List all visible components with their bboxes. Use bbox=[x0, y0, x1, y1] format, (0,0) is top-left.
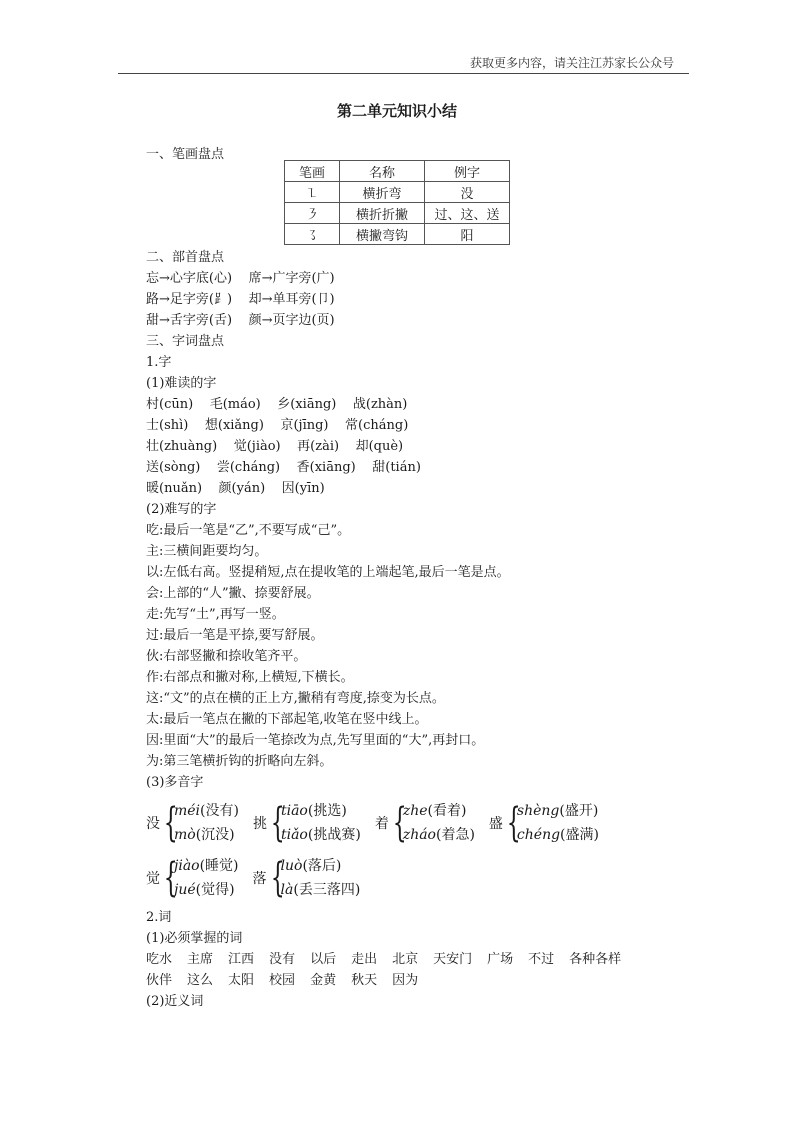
radical-text: 路→足字旁(⻊) 却→单耳旁(卩) bbox=[146, 292, 335, 307]
reading bbox=[174, 878, 239, 902]
stroke-name: 横折折撇 bbox=[340, 203, 425, 224]
word: 广场 bbox=[487, 952, 514, 967]
stroke-glyph: ㇋ bbox=[285, 203, 340, 224]
reading bbox=[403, 823, 475, 847]
hard-read-line bbox=[146, 394, 666, 415]
pinyin: jué bbox=[174, 882, 196, 898]
polyphone-readings bbox=[281, 854, 361, 902]
stroke-glyph: ㇅ bbox=[285, 182, 340, 203]
must-words-heading: (1)必须掌握的词 bbox=[146, 931, 243, 946]
reading-word: (觉得) bbox=[195, 882, 235, 898]
reading bbox=[174, 799, 239, 823]
word: 不过 bbox=[528, 952, 555, 967]
hard-read-line bbox=[146, 478, 666, 499]
reading bbox=[281, 854, 361, 878]
reading-word: (挑选) bbox=[307, 803, 347, 819]
reading-word: (没有) bbox=[200, 803, 239, 819]
polyphone-char: 着 bbox=[374, 816, 389, 832]
hard-write-line: 太:最后一笔点在撇的下部起笔,收笔在竖中线上。 bbox=[146, 712, 428, 727]
words-subheading: 2.词 bbox=[146, 910, 172, 925]
polyphone-char: 盛 bbox=[488, 816, 503, 832]
word: 各种各样 bbox=[569, 952, 622, 967]
header-cell: 笔画 bbox=[285, 161, 340, 182]
pinyin: luò bbox=[280, 858, 303, 874]
header-cell: 名称 bbox=[340, 161, 425, 182]
hard-write-line: 伙:右部竖撇和捺收笔齐平。 bbox=[146, 649, 307, 664]
polyphone-char: 没 bbox=[146, 816, 160, 832]
reading bbox=[517, 799, 599, 823]
polyphone-char: 觉 bbox=[146, 871, 160, 887]
table-row bbox=[285, 182, 510, 203]
reading-word: (沉没) bbox=[195, 827, 235, 843]
polyphone-heading: (3)多音字 bbox=[146, 775, 204, 790]
reading-word: (丢三落四) bbox=[293, 882, 361, 898]
hard-read-line bbox=[146, 436, 666, 457]
hard-read-text: 士(shì) 想(xiǎng) 京(jīng) 常(cháng) bbox=[146, 418, 409, 433]
pinyin: tiāo bbox=[280, 803, 308, 819]
header-divider bbox=[118, 73, 689, 74]
polyphone-char: 落 bbox=[252, 871, 267, 887]
brace-icon: { bbox=[506, 800, 521, 846]
polyphone-readings bbox=[281, 799, 361, 847]
word: 吃水 bbox=[146, 952, 173, 967]
hard-write-line: 因:里面“大”的最后一笔捺改为点,先写里面的“大”,再封口。 bbox=[146, 733, 485, 748]
pinyin: méi bbox=[174, 803, 201, 819]
reading bbox=[174, 854, 239, 878]
reading bbox=[281, 799, 361, 823]
word: 北京 bbox=[392, 952, 419, 967]
word: 走出 bbox=[351, 952, 378, 967]
pinyin: tiǎo bbox=[280, 827, 308, 843]
radical-line bbox=[146, 289, 666, 310]
synonyms-heading: (2)近义词 bbox=[146, 994, 204, 1009]
reading-word: (挑战赛) bbox=[307, 827, 361, 843]
word: 没有 bbox=[269, 952, 296, 967]
polyphone-char: 挑 bbox=[252, 816, 267, 832]
polyphone-row bbox=[146, 798, 666, 848]
stroke-example: 没 bbox=[425, 182, 510, 203]
polyphone-group bbox=[146, 799, 239, 847]
hard-write-line: 为:第三笔横折钩的折略向左斜。 bbox=[146, 754, 333, 769]
word: 这么 bbox=[187, 973, 214, 988]
hard-read-text: 暖(nuǎn) 颜(yán) 因(yīn) bbox=[146, 481, 325, 496]
reading-word: (着急) bbox=[435, 827, 475, 843]
must-words-line-2 bbox=[146, 970, 666, 991]
reading bbox=[517, 823, 599, 847]
polyphone-readings bbox=[517, 799, 599, 847]
brace-icon: { bbox=[392, 800, 407, 846]
hard-write-line: 作:右部点和撇对称,上横短,下横长。 bbox=[146, 670, 354, 685]
brace-icon: { bbox=[163, 800, 178, 846]
stroke-name: 横撇弯钩 bbox=[340, 224, 425, 245]
polyphone-group bbox=[489, 799, 599, 847]
section3-heading: 三、字词盘点 bbox=[146, 334, 225, 349]
polyphone-readings bbox=[403, 799, 475, 847]
brace-icon: { bbox=[270, 855, 285, 901]
stroke-example: 过、这、送 bbox=[425, 203, 510, 224]
polyphone-group bbox=[375, 799, 475, 847]
stroke-name: 横折弯 bbox=[340, 182, 425, 203]
word: 伙伴 bbox=[146, 973, 173, 988]
pinyin: chéng bbox=[516, 827, 561, 843]
hard-write-heading: (2)难写的字 bbox=[146, 502, 217, 517]
pinyin: zhe bbox=[402, 803, 428, 819]
reading-word: (盛满) bbox=[560, 827, 599, 843]
word: 因为 bbox=[392, 973, 419, 988]
hard-read-text: 送(sòng) 尝(cháng) 香(xiāng) 甜(tián) bbox=[146, 460, 421, 475]
hard-write-line: 过:最后一笔是平捺,要写舒展。 bbox=[146, 628, 324, 643]
radical-text: 甜→舌字旁(舌) 颜→页字边(页) bbox=[146, 313, 335, 328]
word: 以后 bbox=[310, 952, 337, 967]
hard-read-text: 壮(zhuàng) 觉(jiào) 再(zài) 却(què) bbox=[146, 439, 404, 454]
reading bbox=[281, 878, 361, 902]
document-body bbox=[146, 144, 666, 1012]
radical-line bbox=[146, 310, 666, 331]
table-row bbox=[285, 203, 510, 224]
hard-write-line: 主:三横间距要均匀。 bbox=[146, 544, 268, 559]
word: 江西 bbox=[228, 952, 255, 967]
page-title: 第二单元知识小结 bbox=[336, 102, 457, 120]
reading bbox=[281, 823, 361, 847]
polyphone-group bbox=[253, 799, 361, 847]
radical-line bbox=[146, 268, 666, 289]
reading-word: (看着) bbox=[427, 803, 467, 819]
hard-read-line bbox=[146, 415, 666, 436]
radical-text: 忘→心字底(心) 席→广字旁(广) bbox=[146, 271, 335, 286]
section1-heading: 一、笔画盘点 bbox=[146, 147, 225, 162]
polyphone-row bbox=[146, 853, 666, 903]
polyphone-readings bbox=[174, 799, 239, 847]
reading-word: (睡觉) bbox=[199, 858, 239, 874]
word: 太阳 bbox=[228, 973, 255, 988]
hard-read-line bbox=[146, 457, 666, 478]
reading bbox=[174, 823, 239, 847]
brace-icon: { bbox=[163, 855, 178, 901]
word: 主席 bbox=[187, 952, 214, 967]
hard-read-text: 村(cūn) 毛(máo) 乡(xiāng) 战(zhàn) bbox=[146, 397, 408, 412]
stroke-example: 阳 bbox=[425, 224, 510, 245]
word: 校园 bbox=[269, 973, 296, 988]
pinyin: shèng bbox=[516, 803, 560, 819]
reading-word: (盛开) bbox=[559, 803, 599, 819]
reading-word: (落后) bbox=[302, 858, 342, 874]
brace-icon: { bbox=[270, 800, 285, 846]
page-header: 获取更多内容，请关注江苏家长公众号 bbox=[469, 56, 674, 70]
pinyin: zháo bbox=[402, 827, 436, 843]
polyphone-group bbox=[146, 854, 239, 902]
polyphone-group bbox=[253, 854, 361, 902]
hard-write-line: 这:“文”的点在横的正上方,撇稍有弯度,捺变为长点。 bbox=[146, 691, 445, 706]
polyphone-readings bbox=[174, 854, 239, 902]
hard-write-line: 吃:最后一笔是“乙”,不要写成“己”。 bbox=[146, 523, 351, 538]
reading bbox=[403, 799, 475, 823]
hard-write-line: 走:先写“土”,再写一竖。 bbox=[146, 607, 285, 622]
section2-heading: 二、部首盘点 bbox=[146, 250, 225, 265]
stroke-glyph: ㇌ bbox=[285, 224, 340, 245]
pinyin: là bbox=[280, 882, 294, 898]
word: 天安门 bbox=[433, 952, 473, 967]
table-row bbox=[285, 224, 510, 245]
must-words-line-1 bbox=[146, 949, 666, 970]
pinyin: mò bbox=[174, 827, 196, 843]
stroke-table bbox=[284, 160, 510, 245]
hard-write-line: 会:上部的“人”撇、捺要舒展。 bbox=[146, 586, 320, 601]
word: 秋天 bbox=[351, 973, 378, 988]
header-cell: 例字 bbox=[425, 161, 510, 182]
word: 金黄 bbox=[310, 973, 337, 988]
characters-subheading: 1.字 bbox=[146, 355, 172, 370]
hard-write-line: 以:左低右高。竖提稍短,点在提收笔的上端起笔,最后一笔是点。 bbox=[146, 565, 510, 580]
stroke-table-header bbox=[285, 161, 510, 182]
pinyin: jiào bbox=[174, 858, 200, 874]
hard-read-heading: (1)难读的字 bbox=[146, 376, 217, 391]
